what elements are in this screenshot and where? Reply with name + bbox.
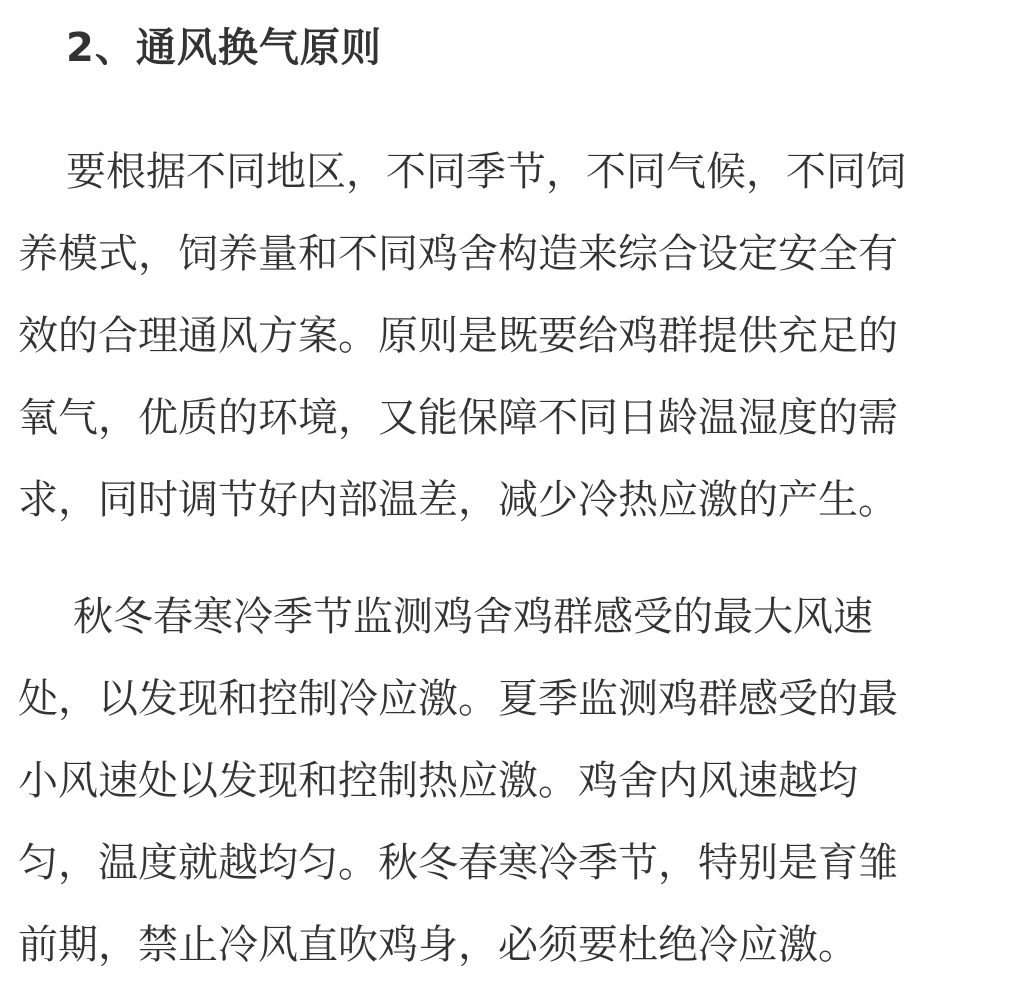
paragraph-line: 前期，禁止冷风直吹鸡身，必须要杜绝冷应激。 <box>18 922 858 968</box>
paragraph-line: 养模式，饲养量和不同鸡舍构造来综合设定安全有 <box>18 231 898 277</box>
section-heading: 2、通风换气原则 <box>66 25 382 71</box>
paragraph-line: 秋冬春寒冷季节监测鸡舍鸡群感受的最大风速 <box>73 594 873 640</box>
paragraph-line: 处，以发现和控制冷应激。夏季监测鸡群感受的最 <box>18 676 898 722</box>
paragraph-line: 效的合理通风方案。原则是既要给鸡群提供充足的 <box>18 313 898 359</box>
paragraph-wind-speed-monitoring <box>18 576 1014 986</box>
paragraph-line: 氧气，优质的环境，又能保障不同日龄温湿度的需 <box>18 395 898 441</box>
paragraph-line: 小风速处以发现和控制热应激。鸡舍内风速越均 <box>18 758 858 804</box>
paragraph-line: 求，同时调节好内部温差，减少冷热应激的产生。 <box>18 477 898 523</box>
paragraph-line: 匀，温度就越均匀。秋冬春寒冷季节，特别是育雏 <box>18 840 898 886</box>
paragraph-line: 要根据不同地区，不同季节，不同气候，不同饲 <box>66 149 906 195</box>
paragraph-ventilation-principle <box>18 131 1014 541</box>
